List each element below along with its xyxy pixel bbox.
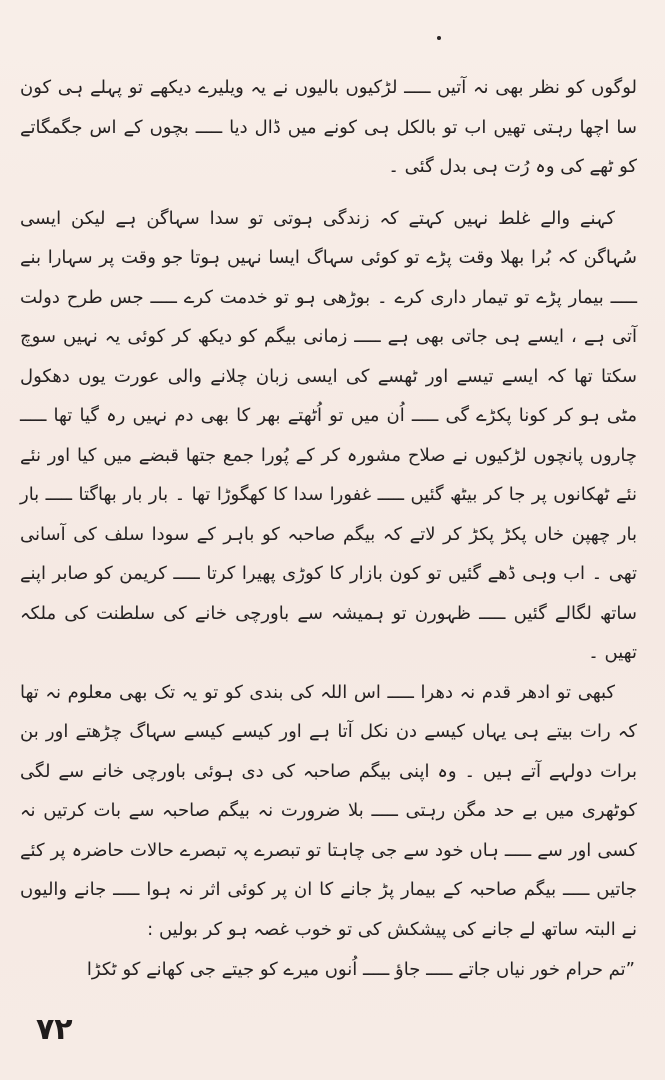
quoted-speech: ”تم حرام خور نیاں جاتے ـــــ جاؤ ـــــ اُنوں میرے کو جیتے جی کھانے کو ٹکڑا: [86, 959, 635, 980]
paragraph-2: کہنے والے غلط نہیں کہتے کہ زندگی ہوتی تو سدا سہاگن ہے لیکن ایسی سُہاگن کہ بُرا بھلا وقت پڑے تو کوئی سہاگ ایسا نہیں ہوتا جو وقت پر سہارا بنے ـــــ بیمار پڑے تو تیمار داری کرے ۔ بوڑھی ہو تو خدمت کرے ـــــ جس طرح دولت آتی ہے ، ایسے ہی جاتی بھی ہے ـــــ زمانی بیگم کو دیکھ کر کوئی یہ نہیں سوچ سکتا تھا کہ ایسے تیسے اور ٹھسے کی ایسی زبان چلانے والی عورت یوں دھکول مٹی ہو کر کونا پکڑے گی ـــــ اُن میں تو اُٹھتے بھر کا بھی دم نہیں رہ گیا تھا ـــــ چاروں پانچوں لڑکیوں نے صلاح مشورہ کر کے پُورا جمع جتھا قبضے میں کیا اور نئے نئے ٹھکانوں پر جا کر بیٹھ گئیں ـــــ غفورا سدا کا کھگوڑا تھا ۔ بار بار بھاگتا ـــــ بار بار چھپن خاں پکڑ پکڑ کر لاتے کہ بیگم صاحبہ کو باہر کے سودا سلف کی آسانی تھی ۔ اب وہی ڈھے گئیں تو کون بازار کا کوڑی پھیرا کرتا ـــــ کریمن کو صابر اپنے ساتھ لگالے گئیں ـــــ ظہورن تو ہمیشہ سے باورچی خانے کی سلطنت کی ملکہ تھیں ۔: [20, 207, 637, 663]
body-text: [20, 68, 637, 949]
page-number: ۷۲: [36, 1012, 73, 1047]
paragraph-1: لوگوں کو نظر بھی نہ آتیں ـــــ لڑکیوں بالیوں نے یہ ویلیرے دیکھے تو پہلے ہی کون سا اچھا رہتی تھیں اب تو بالکل ہی کونے میں ڈال دیا ـــــ بچوں کے اس جگمگاتے کو ٹھے کی وہ رُت ہی بدل گئی ۔: [20, 77, 637, 177]
paragraph-3: کبھی تو ادھر قدم نہ دھرا ـــــ اس اللہ کی بندی کو تو یہ تک بھی معلوم نہ تھا کہ رات بیتے ہی یہاں کیسے دن نکل آتا ہے اور کیسے کیسے سہاگ چڑھتے اور بن برات دولہے آتے ہیں ۔ وہ اپنی بیگم صاحبہ کی دی ہوئی باورچی خانے سے لگی کوٹھری میں بے حد مگن رہتی ـــــ بلا ضرورت نہ بیگم صاحبہ سے بات کرتیں نہ کسی اور سے ـــــ ہاں خود سے جی چاہتا تو تبصرے پہ تبصرے حالات حاضرہ پر کئے جاتیں ـــــ بیگم صاحبہ کے بیمار پڑ جانے کا ان پر کوئی اثر نہ ہوا ـــــ جانے والیوں نے البتہ ساتھ لے جانے کی پیشکش کی تو خوب غصہ ہو کر بولیں :: [20, 681, 637, 940]
ink-dot: [437, 36, 441, 40]
